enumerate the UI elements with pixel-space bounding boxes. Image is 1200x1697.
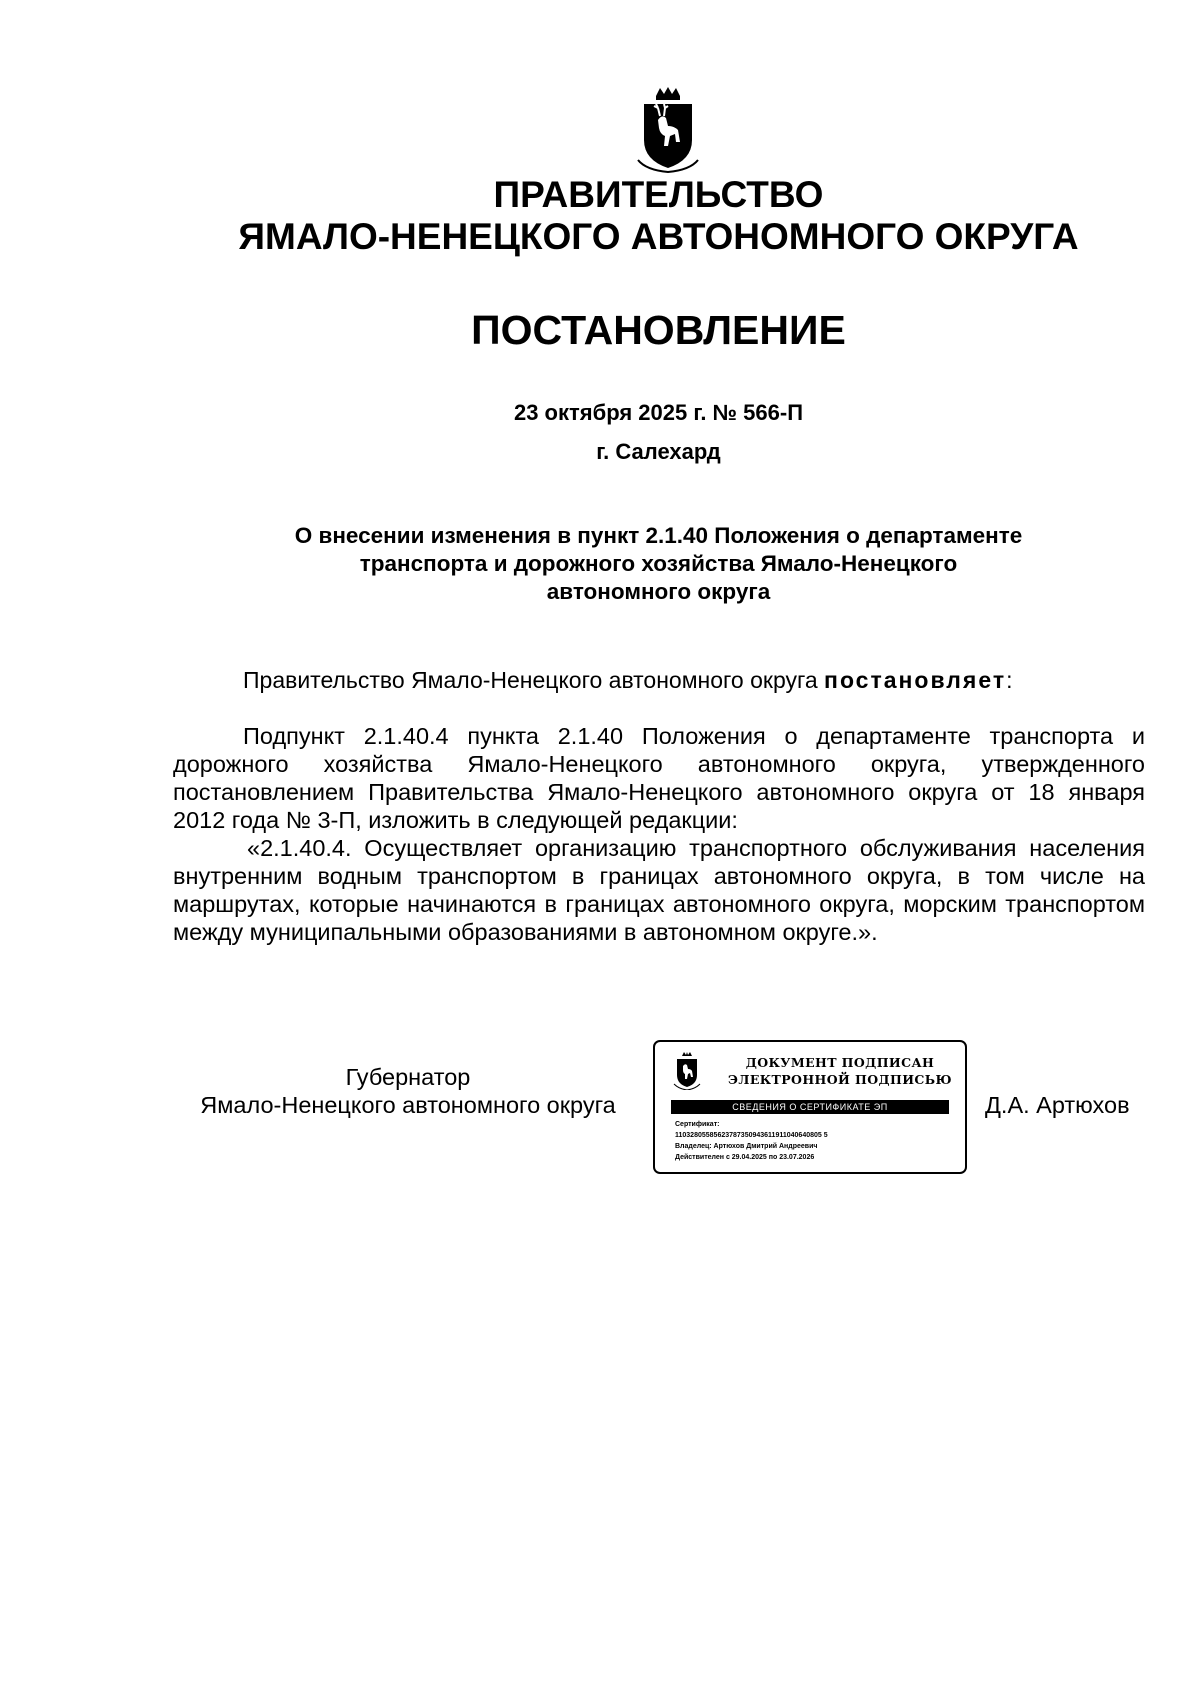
body-paragraph-1: [173, 722, 1145, 834]
signatory-position: [173, 1063, 643, 1119]
document-type-heading: ПОСТАНОВЛЕНИЕ: [471, 307, 846, 353]
body-paragraph-2: [173, 834, 1145, 946]
signatory-name: Д.А. Артюхов: [985, 1092, 1130, 1118]
government-title: [0, 174, 1200, 258]
coat-of-arms-icon: [634, 86, 702, 174]
preamble-text: Правительство Ямало-Ненецкого автономного округа: [243, 667, 825, 693]
subject-line3: автономного округа: [546, 579, 771, 604]
certificate-label: Сертификат:: [675, 1121, 720, 1128]
paragraph-2-text: «2.1.40.4. Осуществляет организацию транспортного обслуживания населения внутренним водным транспортом в границах автономного округа, в том числе на маршрутах, которые начинаются в границах автономного округа, морским транспортом между муниципальными образованиями в автономном округе.».: [173, 835, 1145, 945]
government-title-line1: ПРАВИТЕЛЬСТВО: [493, 174, 824, 215]
government-title-line2: ЯМАЛО-НЕНЕЦКОГО АВТОНОМНОГО ОКРУГА: [238, 216, 1079, 257]
subject-line2: транспорта и дорожного хозяйства Ямало-Ненецкого: [359, 551, 958, 576]
preamble-emphasis: постановляет: [824, 667, 1007, 693]
certificate-owner: Владелец: Артюхов Дмитрий Андреевич: [675, 1143, 818, 1150]
signatory-position-line2: Ямало-Ненецкого автономного округа: [200, 1092, 616, 1118]
stamp-heading-line1: ДОКУМЕНТ ПОДПИСАН: [745, 1055, 935, 1070]
stamp-heading-line2: ЭЛЕКТРОННОЙ ПОДПИСЬЮ: [728, 1072, 952, 1087]
document-subject: [0, 522, 1200, 606]
certificate-validity: Действителен с 29.04.2025 по 23.07.2026: [675, 1154, 815, 1161]
electronic-signature-stamp: [653, 1040, 967, 1174]
city: г. Салехард: [596, 439, 721, 464]
date-and-number: 23 октября 2025 г. № 566-П: [513, 400, 804, 425]
preamble-suffix: :: [1006, 667, 1013, 693]
certificate-details: [675, 1119, 955, 1163]
certificate-number: 11032805585623787350943611911040640805 5: [675, 1132, 828, 1139]
stamp-coat-of-arms-icon: [673, 1052, 701, 1090]
signatory-position-line1: Губернатор: [345, 1064, 471, 1090]
certificate-info-bar: СВЕДЕНИЯ О СЕРТИФИКАТЕ ЭП: [671, 1100, 949, 1114]
preamble: [243, 666, 1012, 694]
subject-line1: О внесении изменения в пункт 2.1.40 Положения о департаменте: [294, 523, 1023, 548]
stamp-heading: [715, 1054, 965, 1088]
paragraph-1-text: Подпункт 2.1.40.4 пункта 2.1.40 Положения о департаменте транспорта и дорожного хозяйства Ямало-Ненецкого автономного округа, утвержденного постановлением Правительства Ямало-Ненецкого автономного округа от 18 января 2012 года № 3-П, изложить в следующей редакции:: [173, 723, 1145, 833]
